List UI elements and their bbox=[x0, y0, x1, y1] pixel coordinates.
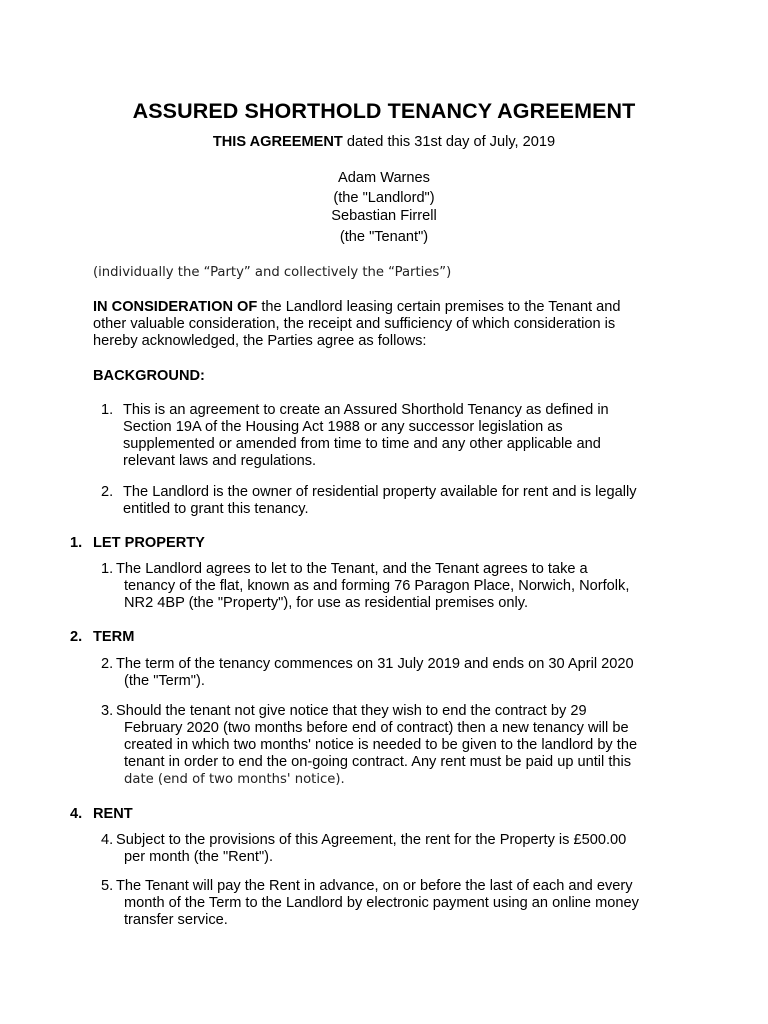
tenant-name: Sebastian Firrell bbox=[331, 208, 437, 224]
landlord-name: Adam Warnes bbox=[338, 170, 430, 186]
clause-text bbox=[116, 561, 686, 612]
text-line: transfer service. bbox=[124, 912, 228, 928]
consideration-line-2: other valuable consideration, the receipt and sufficiency of which consideration is bbox=[93, 316, 616, 332]
section-heading-let-property bbox=[70, 535, 205, 552]
intro-bold: THIS AGREEMENT bbox=[212, 134, 343, 150]
background-item-text bbox=[123, 402, 663, 470]
clause-number: 4. bbox=[101, 832, 114, 848]
section-heading-rent bbox=[70, 806, 133, 823]
text-line: date (end of two months' notice). bbox=[124, 772, 345, 787]
text-line: (the "Term"). bbox=[124, 673, 205, 689]
text-line: tenancy of the flat, known as and forming 76 Paragon Place, Norwich, Norfolk, bbox=[124, 578, 630, 594]
background-item-text bbox=[123, 484, 671, 518]
text-line: month of the Term to the Landlord by electronic payment using an online money bbox=[124, 895, 639, 911]
clause-text bbox=[116, 656, 686, 690]
text-line: This is an agreement to create an Assured Shorthold Tenancy as defined in bbox=[123, 402, 609, 418]
text-line: per month (the "Rent"). bbox=[124, 849, 274, 865]
consideration-line-1: the Landlord leasing certain premises to the Tenant and bbox=[257, 299, 621, 315]
text-line: The term of the tenancy commences on 31 July 2019 and ends on 30 April 2020 bbox=[116, 656, 634, 672]
tenant-role: (the "Tenant") bbox=[339, 229, 429, 245]
text-line: NR2 4BP (the "Property"), for use as residential premises only. bbox=[124, 595, 529, 611]
clause-number: 1. bbox=[101, 561, 114, 577]
text-line: The Landlord is the owner of residential property available for rent and is legally bbox=[123, 484, 637, 500]
section-number: 2. bbox=[70, 629, 83, 645]
text-line: February 2020 (two months before end of contract) then a new tenancy will be bbox=[124, 720, 629, 736]
section-title: RENT bbox=[93, 806, 133, 822]
consideration-bold: IN CONSIDERATION OF bbox=[93, 299, 258, 315]
clause-text bbox=[116, 832, 686, 866]
section-title: LET PROPERTY bbox=[93, 535, 205, 551]
text-line: created in which two months' notice is needed to be given to the landlord by the bbox=[124, 737, 638, 753]
text-line: entitled to grant this tenancy. bbox=[123, 501, 309, 517]
section-title: TERM bbox=[93, 629, 135, 645]
document-title: ASSURED SHORTHOLD TENANCY AGREEMENT bbox=[132, 99, 636, 123]
parties-note: (individually the “Party” and collectively the “Parties”) bbox=[93, 265, 452, 280]
text-line: tenant in order to end the on-going contract. Any rent must be paid up until this bbox=[124, 754, 632, 770]
clause-number: 3. bbox=[101, 703, 114, 719]
clause-number: 2. bbox=[101, 656, 114, 672]
text-line: Should the tenant not give notice that they wish to end the contract by 29 bbox=[116, 703, 587, 719]
clause-text bbox=[116, 878, 686, 929]
section-number: 4. bbox=[70, 806, 83, 822]
text-line: Subject to the provisions of this Agreement, the rent for the Property is £500.00 bbox=[116, 832, 627, 848]
text-line: The Tenant will pay the Rent in advance, on or before the last of each and every bbox=[116, 878, 633, 894]
agreement-intro bbox=[0, 134, 768, 151]
background-heading: BACKGROUND: bbox=[93, 368, 205, 384]
text-line: The Landlord agrees to let to the Tenant, and the Tenant agrees to take a bbox=[116, 561, 588, 577]
text-line: relevant laws and regulations. bbox=[123, 453, 317, 469]
landlord-role: (the "Landlord") bbox=[333, 190, 435, 206]
consideration-paragraph bbox=[93, 299, 693, 350]
text-line: supplemented or amended from time to time and any other applicable and bbox=[123, 436, 601, 452]
background-item-number: 1. bbox=[101, 402, 114, 418]
clause-number: 5. bbox=[101, 878, 114, 894]
intro-date: dated this 31st day of July, 2019 bbox=[342, 134, 556, 150]
consideration-line-3: hereby acknowledged, the Parties agree as follows: bbox=[93, 333, 427, 349]
clause-text bbox=[116, 703, 686, 788]
background-item-number: 2. bbox=[101, 484, 114, 500]
section-heading-term bbox=[70, 629, 134, 646]
section-number: 1. bbox=[70, 535, 83, 551]
text-line: Section 19A of the Housing Act 1988 or any successor legislation as bbox=[123, 419, 563, 435]
